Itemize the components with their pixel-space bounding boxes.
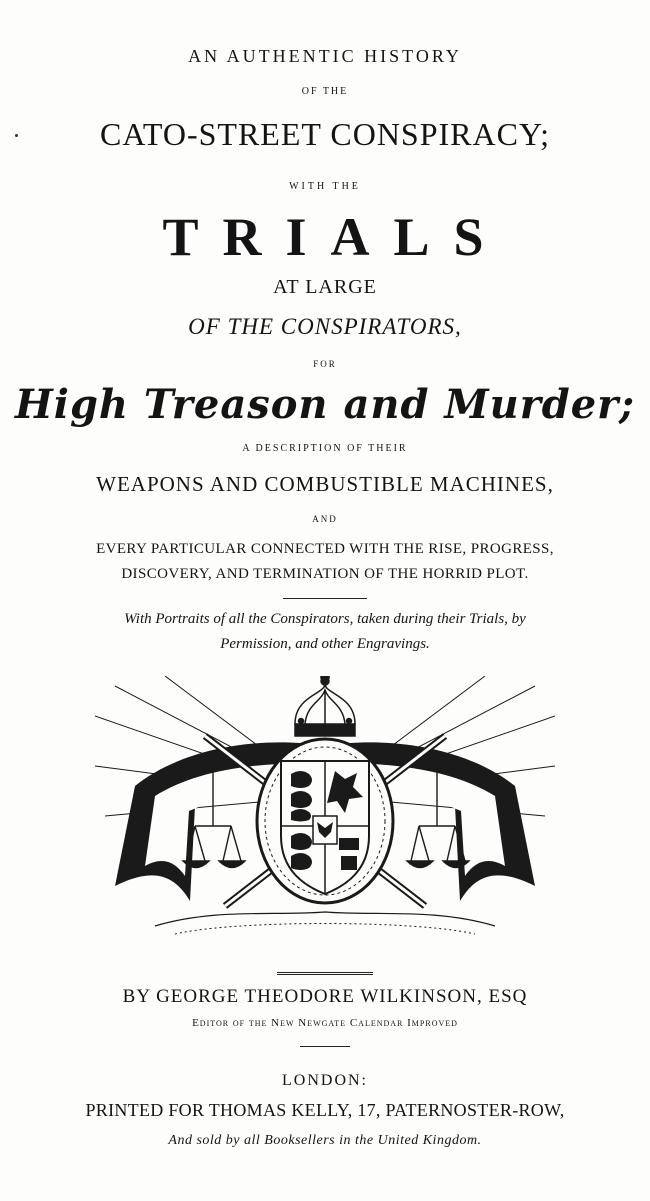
title-line-trials: TRIALS bbox=[162, 207, 508, 267]
margin-speck bbox=[15, 134, 18, 137]
royal-coat-of-arms-icon bbox=[95, 676, 555, 946]
imprint-rule bbox=[300, 1046, 350, 1047]
title-line-portraits: With Portraits of all the Conspirators, taken during their Trials, by bbox=[124, 611, 526, 627]
title-line-of-the: OF THE bbox=[301, 86, 349, 97]
title-line-for: FOR bbox=[313, 359, 337, 369]
imprint-printer: PRINTED FOR THOMAS KELLY, 17, PATERNOSTER-ROW, bbox=[85, 1100, 565, 1120]
title-line-with-the: WITH THE bbox=[289, 181, 361, 192]
title-line-cato-street: CATO-STREET CONSPIRACY; bbox=[99, 116, 551, 152]
title-line-conspirators: OF THE CONSPIRATORS, bbox=[188, 314, 462, 339]
separator-rule bbox=[283, 598, 367, 599]
author-rule bbox=[277, 972, 373, 975]
author-role: Editor of the New Newgate Calendar Improved bbox=[192, 1017, 458, 1029]
title-line-every-particular: EVERY PARTICULAR CONNECTED WITH THE RISE, PROGRESS, bbox=[96, 541, 554, 557]
title-line-description: A DESCRIPTION OF THEIR bbox=[242, 443, 408, 454]
imprint-sold: And sold by all Booksellers in the United Kingdom. bbox=[168, 1133, 482, 1148]
title-line-and: AND bbox=[312, 514, 338, 524]
title-line-discovery: DISCOVERY, AND TERMINATION OF THE HORRID PLOT. bbox=[121, 566, 529, 582]
title-line-weapons: WEAPONS AND COMBUSTIBLE MACHINES, bbox=[96, 472, 554, 496]
title-line-at-large: AT LARGE bbox=[273, 276, 377, 298]
title-line-authentic-history: AN AUTHENTIC HISTORY bbox=[188, 46, 462, 66]
imprint-city: LONDON: bbox=[282, 1072, 368, 1089]
title-line-permission: Permission, and other Engravings. bbox=[220, 636, 430, 652]
author-byline: BY GEORGE THEODORE WILKINSON, ESQ bbox=[122, 986, 528, 1007]
title-line-high-treason: High Treason and Murder; bbox=[14, 381, 636, 428]
